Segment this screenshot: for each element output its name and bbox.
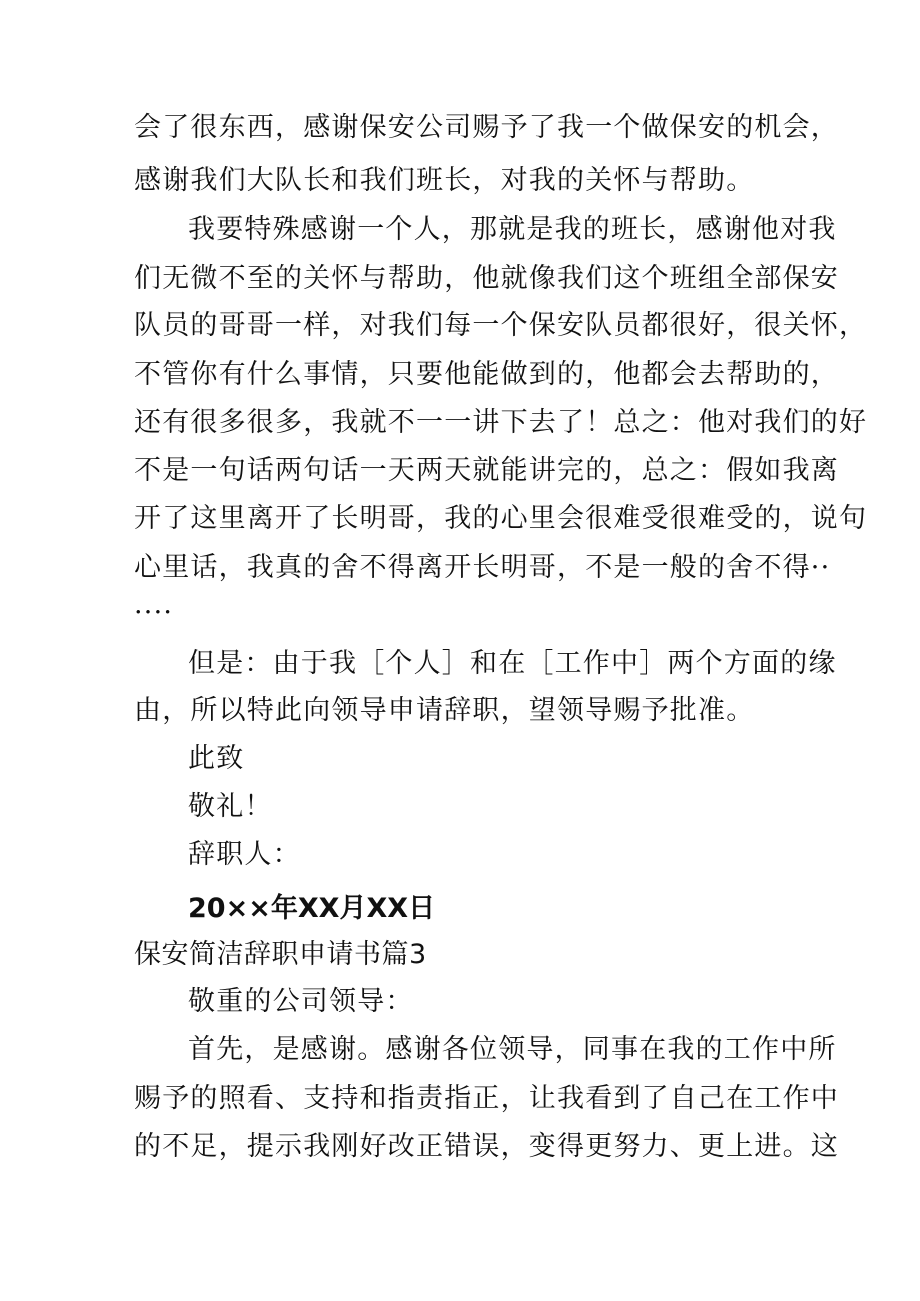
text-line-6: 不管你有什么事情，只要他能做到的，他都会去帮助的， — [134, 359, 839, 390]
text-line-7: 还有很多很多，我就不一一讲下去了！总之：他对我们的好 — [134, 407, 868, 438]
letter-greeting: 敬重的公司领导： — [188, 986, 414, 1017]
signature-label: 辞职人： — [188, 839, 301, 870]
text-line-1: 会了很东西，感谢保安公司赐予了我一个做保安的机会， — [134, 112, 839, 143]
text-line-5: 队员的哥哥一样，对我们每一个保安队员都很好，很关怀， — [134, 310, 868, 341]
text-line-12: 但是：由于我［个人］和在［工作中］两个方面的缘 — [188, 648, 837, 679]
text-line-20: 首先，是感谢。感谢各位领导，同事在我的工作中所 — [188, 1034, 837, 1065]
text-line-13: 由，所以特此向领导申请辞职，望领导赐予批准。 — [134, 695, 755, 726]
text-line-21: 赐予的照看、支持和指责指正，让我看到了自己在工作中 — [134, 1083, 839, 1114]
closing-regards: 敬礼！ — [188, 791, 273, 822]
text-line-10: 心里话，我真的舍不得离开长明哥，不是一般的舍不得·· — [134, 552, 831, 583]
section-title: 保安简洁辞职申请书篇3 — [134, 939, 427, 970]
text-line-11: ···· — [134, 597, 174, 628]
closing-salutation: 此致 — [188, 743, 245, 774]
text-line-2: 感谢我们大队长和我们班长，对我的关怀与帮助。 — [134, 165, 755, 196]
text-line-4: 们无微不至的关怀与帮助，他就像我们这个班组全部保安 — [134, 263, 839, 294]
text-line-3: 我要特殊感谢一个人，那就是我的班长，感谢他对我 — [188, 214, 837, 245]
date-line: 20××年XX月XX日 — [188, 893, 436, 924]
text-line-22: 的不足，提示我刚好改正错误，变得更努力、更上进。这 — [134, 1131, 839, 1162]
text-line-9: 开了这里离开了长明哥，我的心里会很难受很难受的，说句 — [134, 503, 868, 534]
text-line-8: 不是一句话两句话一天两天就能讲完的，总之：假如我离 — [134, 455, 839, 486]
